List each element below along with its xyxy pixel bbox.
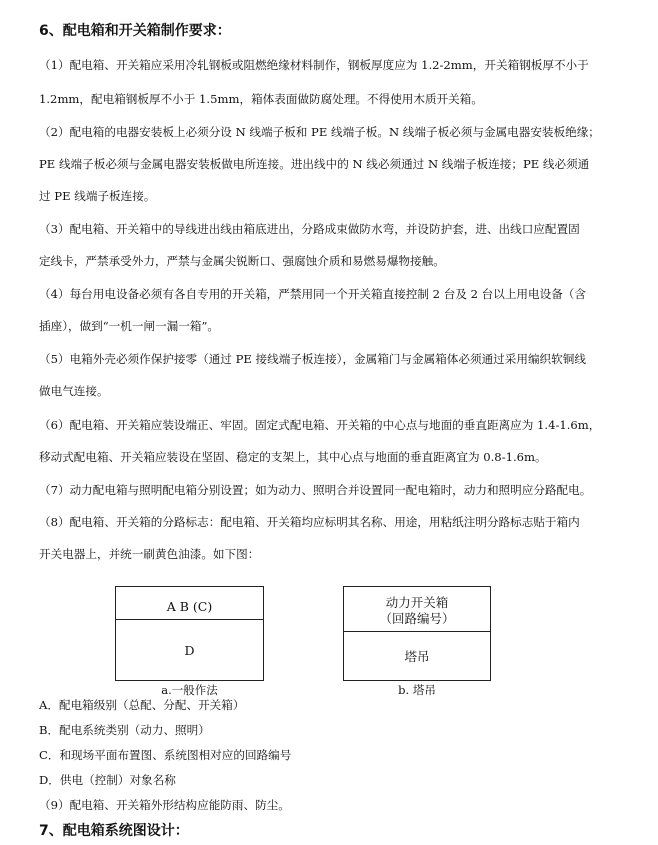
paragraph-1-line-1: （1）配电箱、开关箱应采用冷轧钢板或阻燃绝缘材料制作，钢板厚度应为 1.2-2mm，开关箱钢板厚不小于 [39, 58, 589, 72]
legend-item-d: D．供电（控制）对象名称 [39, 773, 176, 787]
sign-box-general-divider [116, 619, 263, 620]
paragraph-8-line-2: 开关电器上，并统一刷黄色油漆。如下图： [39, 547, 260, 561]
paragraph-3-line-1: （3）配电箱、开关箱中的导线进出线由箱底进出，分路成束做防水弯，并设防护套，进、出线口应配置固 [39, 222, 580, 236]
legend-item-c: C．和现场平面布置图、系统图相对应的回路编号 [39, 748, 292, 762]
paragraph-9-line-1: （9）配电箱、开关箱外形结构应能防雨、防尘。 [39, 798, 290, 812]
paragraph-2-line-3: 过 PE 线端子板连接。 [39, 189, 156, 203]
sign-box-crane-top-line-1: 动力开关箱 [385, 595, 449, 610]
sign-box-crane-caption: b. 塔吊 [398, 683, 436, 697]
paragraph-6-line-2: 移动式配电箱、开关箱应装设在坚固、稳定的支架上，其中心点与地面的垂直距离宜为 0.8-1.6m。 [39, 450, 547, 464]
section-6-heading: 6、配电箱和开关箱制作要求： [39, 23, 231, 39]
sign-box-general [115, 586, 264, 681]
sign-box-general-bottom-text: D [184, 643, 195, 658]
legend-item-b: B．配电系统类别（动力、照明） [39, 723, 210, 737]
paragraph-8-line-1: （8）配电箱、开关箱的分路标志：配电箱、开关箱均应标明其名称、用途，用粘纸注明分路标志贴于箱内 [39, 515, 580, 529]
sign-box-general-top-text: A B (C) [166, 599, 213, 614]
paragraph-5-line-1: （5）电箱外壳必须作保护接零（通过 PE 接线端子板连接），金属箱门与金属箱体必须通过采用编织软铜线 [39, 352, 586, 366]
sign-box-crane [343, 586, 491, 681]
sign-box-crane-divider [344, 631, 490, 632]
sign-box-crane-bottom-text: 塔吊 [404, 649, 430, 664]
paragraph-6-line-1: （6）配电箱、开关箱应装设端正、牢固。固定式配电箱、开关箱的中心点与地面的垂直距离应为 1.4-1.6m， [39, 418, 601, 432]
sign-box-crane-top-line-2: （回路编号） [379, 611, 455, 626]
section-7-heading: 7、配电箱系统图设计： [39, 823, 189, 839]
paragraph-2-line-1: （2）配电箱的电器安装板上必须分设 N 线端子板和 PE 线端子板。N 线端子板必须与金属电器安装板绝缘； [39, 125, 600, 139]
paragraph-3-line-2: 定线卡，严禁承受外力，严禁与金属尖锐断口、强腐蚀介质和易燃易爆物接触。 [39, 254, 445, 268]
paragraph-4-line-1: （4）每台用电设备必须有各自专用的开关箱，严禁用同一个开关箱直接控制 2 台及 2 台以上用电设备（含 [39, 287, 586, 301]
paragraph-1-line-2: 1.2mm，配电箱钢板厚不小于 1.5mm，箱体表面做防腐处理。不得使用木质开关箱。 [39, 92, 483, 106]
paragraph-2-line-2: PE 线端子板必须与金属电器安装板做电所连接。进出线中的 N 线必须通过 N 线端子板连接；PE 线必须通 [39, 157, 590, 171]
paragraph-4-line-2: 插座），做到“一机一闸一漏一箱”。 [39, 319, 219, 333]
legend-item-a: A．配电箱级别（总配、分配、开关箱） [39, 698, 245, 712]
sign-box-general-caption: a.一般作法 [161, 683, 218, 697]
paragraph-7-line-1: （7）动力配电箱与照明配电箱分别设置；如为动力、照明合并设置同一配电箱时，动力和照明应分路配电。 [39, 483, 592, 497]
paragraph-5-line-2: 做电气连接。 [39, 384, 109, 398]
